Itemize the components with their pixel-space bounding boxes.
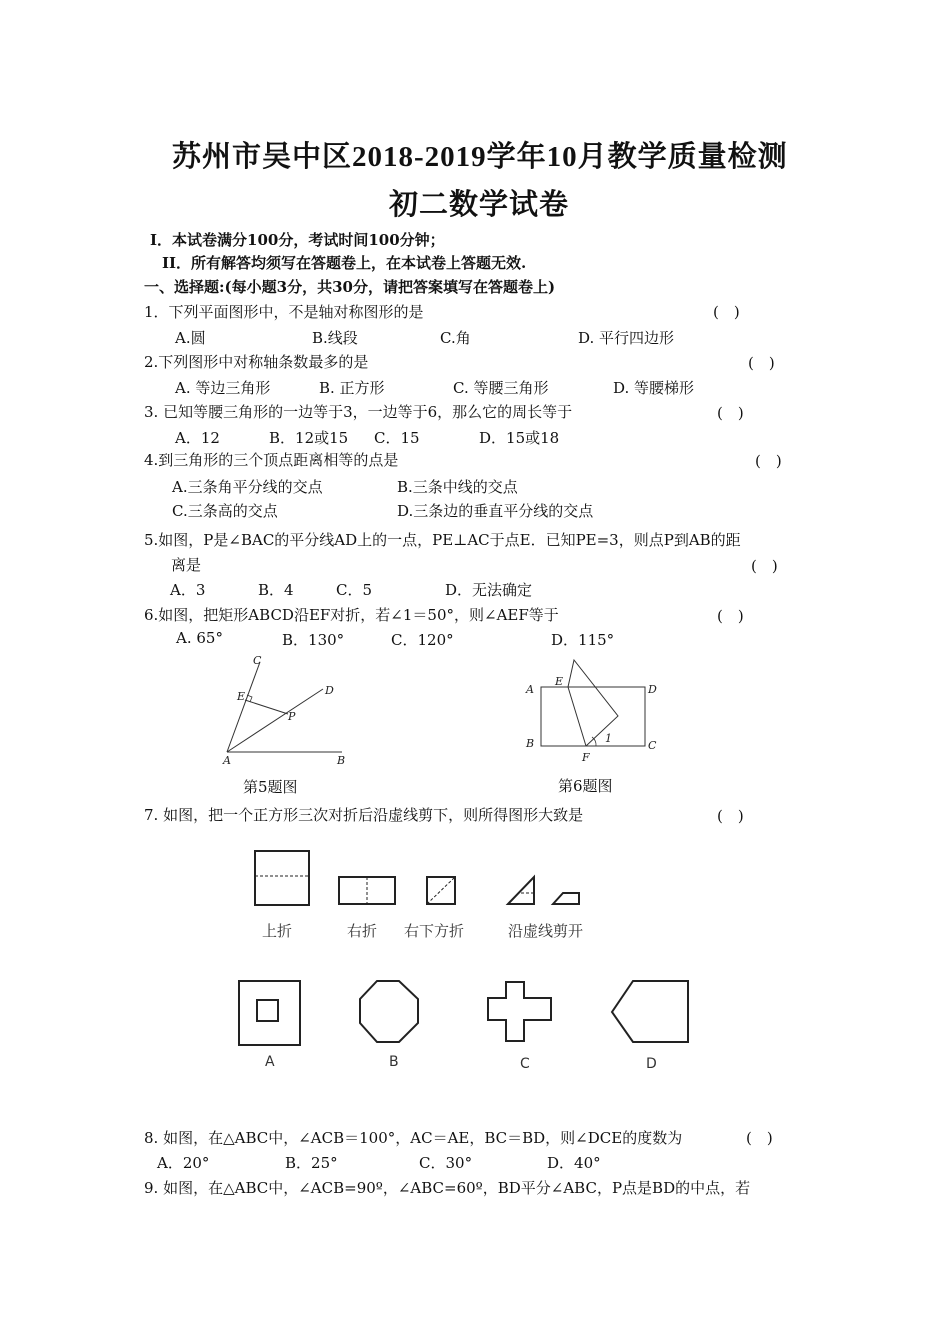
choice-c-label: C [520,1056,530,1072]
fig5-label-b: B [337,754,346,767]
question-9: 9. 如图，在△ABC中，∠ACB=90º，∠ABC=60º，BD平分∠ABC，P点是BD的中点，若 [144,1179,751,1197]
q1-option-c: C.角 [440,329,471,347]
q8-option-b: B．25° [285,1154,338,1172]
figure-6 [520,657,670,767]
q4-option-a: A.三条角平分线的交点 [172,478,323,496]
figure-6-caption: 第6题图 [558,777,613,795]
answer-paren-5: ( ) [751,557,778,575]
q5-option-d: D．无法确定 [445,581,533,599]
choice-b-label: B [389,1054,399,1070]
answer-paren-8: ( ) [746,1129,773,1147]
fig5-label-e: E [237,690,246,703]
q4-option-b: B.三条中线的交点 [397,478,518,496]
answer-paren-3: ( ) [717,404,744,422]
question-1: 1．下列平面图形中，不是轴对称图形的是 [144,303,424,321]
q4-option-d: D.三条边的垂直平分线的交点 [397,502,594,520]
q1-option-b: B.线段 [312,329,358,347]
q2-option-b: B. 正方形 [319,379,385,397]
fig6-label-e: E [555,675,564,688]
q1-option-a: A.圆 [175,329,206,347]
question-4: 4.到三角形的三个顶点距离相等的点是 [144,451,399,469]
section-heading: 一、选择题:(每小题3分，共30分，请把答案填写在答题卷上) [144,278,556,296]
answer-paren-4: ( ) [755,452,782,470]
note-2: II．所有解答均须写在答题卷上，在本试卷上答题无效. [162,254,527,272]
answer-paren-2: ( ) [748,354,775,372]
answer-paren-7: ( ) [717,807,744,825]
question-7: 7. 如图，把一个正方形三次对折后沿虚线剪下，则所得图形大致是 [144,806,584,824]
fold-step-1: 上折 [262,922,293,940]
fig6-label-c: C [648,739,657,752]
fig6-label-1: 1 [605,732,612,745]
q2-option-d: D. 等腰梯形 [613,379,695,397]
fold-step-4: 沿虚线剪开 [508,922,584,940]
page-title: 苏州市吴中区2018-2019学年10月教学质量检测 [172,141,788,173]
fig5-label-d: D [325,684,334,697]
fig6-label-d: D [648,683,657,696]
q2-option-a: A. 等边三角形 [175,379,271,397]
answer-paren-1: ( ) [713,303,740,321]
page-subtitle: 初二数学试卷 [389,189,570,221]
q5-option-a: A．3 [170,581,206,599]
q5-option-b: B．4 [258,581,294,599]
answer-paren-6: ( ) [717,607,744,625]
note-1: I．本试卷满分100分，考试时间100分钟； [150,231,445,249]
question-3: 3. 已知等腰三角形的一边等于3，一边等于6，那么它的周长等于 [144,403,573,421]
fig6-label-f: F [582,751,590,764]
figure-7-steps [252,848,612,908]
q8-option-d: D．40° [547,1154,601,1172]
q1-option-d: D. 平行四边形 [578,329,675,347]
q6-option-a: A. 65° [176,629,223,647]
figure-5 [215,652,355,767]
q2-option-c: C. 等腰三角形 [453,379,549,397]
fig5-label-c: C [253,654,262,667]
q4-option-c: C.三条高的交点 [172,502,278,520]
q3-option-b: B．12或15 [269,429,349,447]
q6-option-b: B．130° [282,631,345,649]
q6-option-c: C．120° [391,631,454,649]
question-5-cont: 离是 [171,556,202,574]
fold-step-2: 右折 [347,922,378,940]
q6-option-d: D．115° [551,631,615,649]
question-2: 2.下列图形中对称轴条数最多的是 [144,353,369,371]
figure-7-choices [236,978,706,1050]
question-6: 6.如图，把矩形ABCD沿EF对折，若∠1＝50°，则∠AEF等于 [144,606,559,624]
q3-option-c: C．15 [374,429,420,447]
fig5-label-a: A [223,754,231,767]
fig6-label-b: B [526,737,535,750]
question-8: 8. 如图，在△ABC中，∠ACB＝100°，AC＝AE，BC＝BD，则∠DCE的度数为 [144,1129,683,1147]
choice-d-label: D [646,1056,657,1072]
q5-option-c: C．5 [336,581,373,599]
fig6-label-a: A [526,683,534,696]
figure-5-caption: 第5题图 [243,778,298,796]
q8-option-c: C．30° [419,1154,473,1172]
q3-option-a: A．12 [175,429,220,447]
fig5-label-p: P [288,710,296,723]
choice-a-label: A [265,1054,275,1070]
q3-option-d: D．15或18 [479,429,560,447]
question-5: 5.如图，P是∠BAC的平分线AD上的一点，PE⊥AC于点E．已知PE=3，则点P到AB的距 [144,531,741,549]
q8-option-a: A．20° [157,1154,210,1172]
fold-step-3: 右下方折 [404,922,465,940]
